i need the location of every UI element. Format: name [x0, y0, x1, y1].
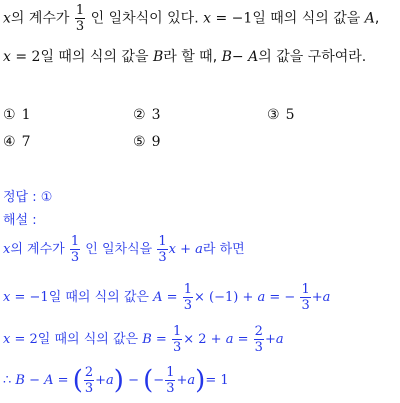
- question-text: 라 할 때,: [163, 49, 218, 65]
- var-a: A: [364, 10, 375, 27]
- choice-1[interactable]: ① 1: [3, 107, 31, 123]
- var-b: B: [221, 49, 232, 65]
- explanation-label: 해설 :: [3, 213, 37, 228]
- choice-5[interactable]: ⑤ 9: [133, 134, 161, 150]
- explanation-line-3: x = 2일 때의 식의 값은 B = $\frac{1}{3}$ × 2 + a = $\frac{2}{3}$ +a: [3, 324, 284, 355]
- equation: = 2: [15, 49, 41, 65]
- choice-3[interactable]: ③ 5: [267, 107, 295, 123]
- explanation-line-2: x = −1일 때의 식의 값은 A = $\frac{1}{3}$ × (−1) + a = − $\frac{1}{3}$ +a: [3, 282, 331, 313]
- minus: −: [231, 49, 244, 65]
- choice-2[interactable]: ② 3: [133, 107, 161, 123]
- var-x: x: [3, 10, 11, 27]
- question-line-1: [3, 4, 379, 33]
- question-text: 일 때의 식의 값을: [40, 49, 149, 65]
- question-text: 일 때의 식의 값을: [252, 10, 361, 27]
- answer-label: 정답 :: [3, 190, 37, 205]
- fraction-one-third: $\frac{1}{3}$: [75, 3, 85, 34]
- comma: ,: [374, 10, 380, 27]
- question-text: 의 계수가: [10, 10, 70, 27]
- answer: [3, 186, 52, 205]
- question-text: 인 일차식이 있다.: [90, 10, 199, 27]
- explanation-line-1: x의 계수가 $\frac{1}{3}$ 인 일차식을 $\frac{1}{3}$ x + a라 하면: [3, 234, 245, 265]
- explanation-line-4: ∴ B − A = ( $\frac{2}{3}$ +a) − (− $\frac{1}{3}$ +a)= 1: [3, 365, 229, 396]
- var-a: A: [248, 49, 259, 65]
- var-x: x: [203, 10, 212, 27]
- var-b: B: [152, 49, 164, 65]
- question-line-2: [3, 46, 366, 66]
- answer-value: ①: [40, 190, 53, 205]
- choice-4[interactable]: ④ 7: [3, 134, 31, 150]
- var-x: x: [3, 49, 11, 65]
- equation: = −1: [215, 10, 253, 27]
- question-text: 의 값을 구하여라.: [258, 49, 367, 65]
